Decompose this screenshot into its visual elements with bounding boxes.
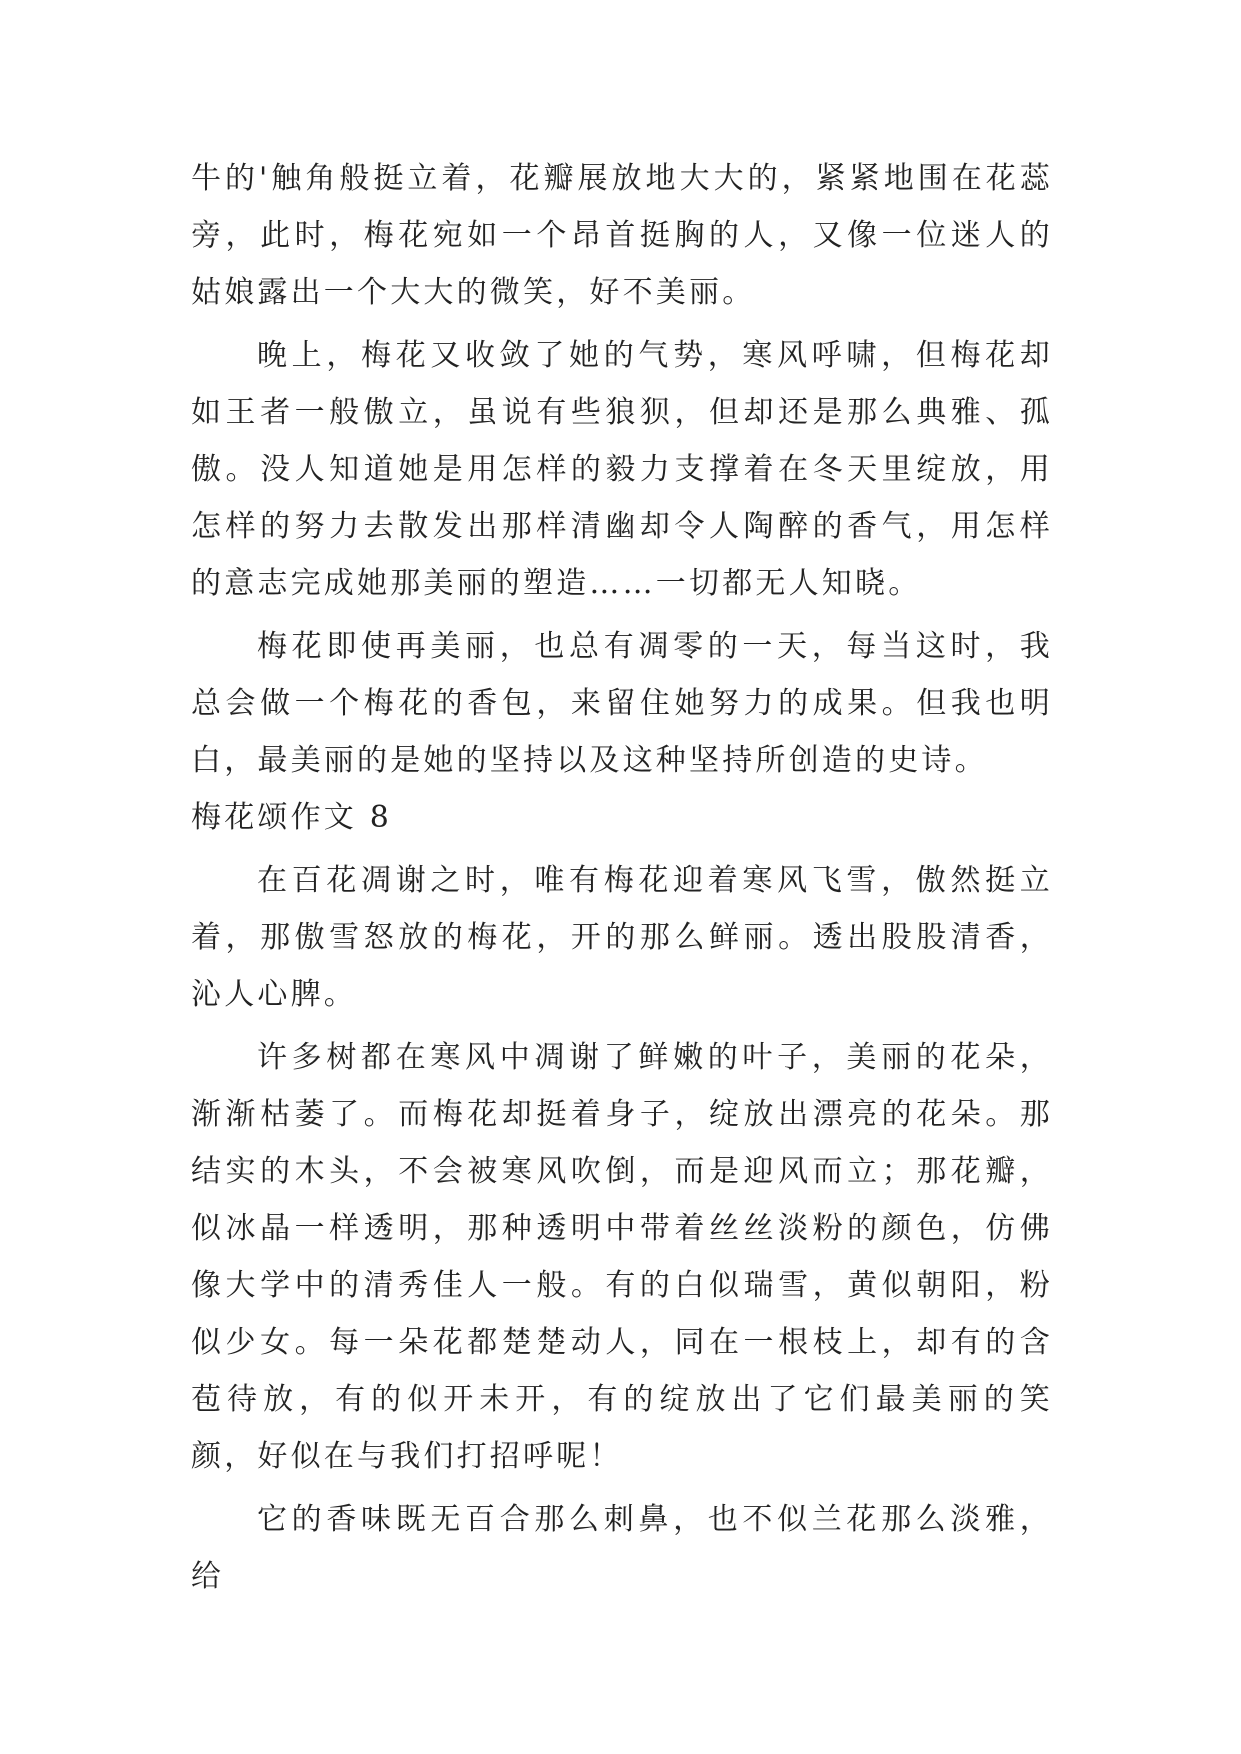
paragraph-continued: 牛的'触角般挺立着，花瓣展放地大大的，紧紧地围在花蕊旁，此时，梅花宛如一个昂首挺胸的人，又像一位迷人的姑娘露出一个大大的微笑，好不美丽。 xyxy=(191,161,1053,310)
paragraph-section-intro: 在百花凋谢之时，唯有梅花迎着寒风飞雪，傲然挺立着，那傲雪怒放的梅花，开的那么鲜丽。透出股股清香，沁人心脾。 xyxy=(191,863,1053,1012)
paragraph-withering: 梅花即使再美丽，也总有凋零的一天，每当这时，我总会做一个梅花的香包，来留住她努力的成果。但我也明白，最美丽的是她的坚持以及这种坚持所创造的史诗。 xyxy=(191,629,1053,778)
section-title: 梅花颂作文 8 xyxy=(191,800,393,835)
document-body xyxy=(191,150,1053,1605)
paragraph-section-flowers: 许多树都在寒风中凋谢了鲜嫩的叶子，美丽的花朵，渐渐枯萎了。而梅花却挺着身子，绽放出漂亮的花朵。那结实的木头，不会被寒风吹倒，而是迎风而立；那花瓣，似冰晶一样透明，那种透明中带着丝丝淡粉的颜色，仿佛像大学中的清秀佳人一般。有的白似瑞雪，黄似朝阳，粉似少女。每一朵花都楚楚动人，同在一根枝上，却有的含苞待放，有的似开未开，有的绽放出了它们最美丽的笑颜，好似在与我们打招呼呢！ xyxy=(191,1040,1053,1474)
paragraph-evening: 晚上，梅花又收敛了她的气势，寒风呼啸，但梅花却如王者一般傲立，虽说有些狼狈，但却还是那么典雅、孤傲。没人知道她是用怎样的毅力支撑着在冬天里绽放，用怎样的努力去散发出那样清幽却令人陶醉的香气，用怎样的意志完成她那美丽的塑造……一切都无人知晓。 xyxy=(191,338,1053,601)
paragraph-section-fragrance: 它的香味既无百合那么刺鼻，也不似兰花那么淡雅，给 xyxy=(191,1502,1053,1594)
